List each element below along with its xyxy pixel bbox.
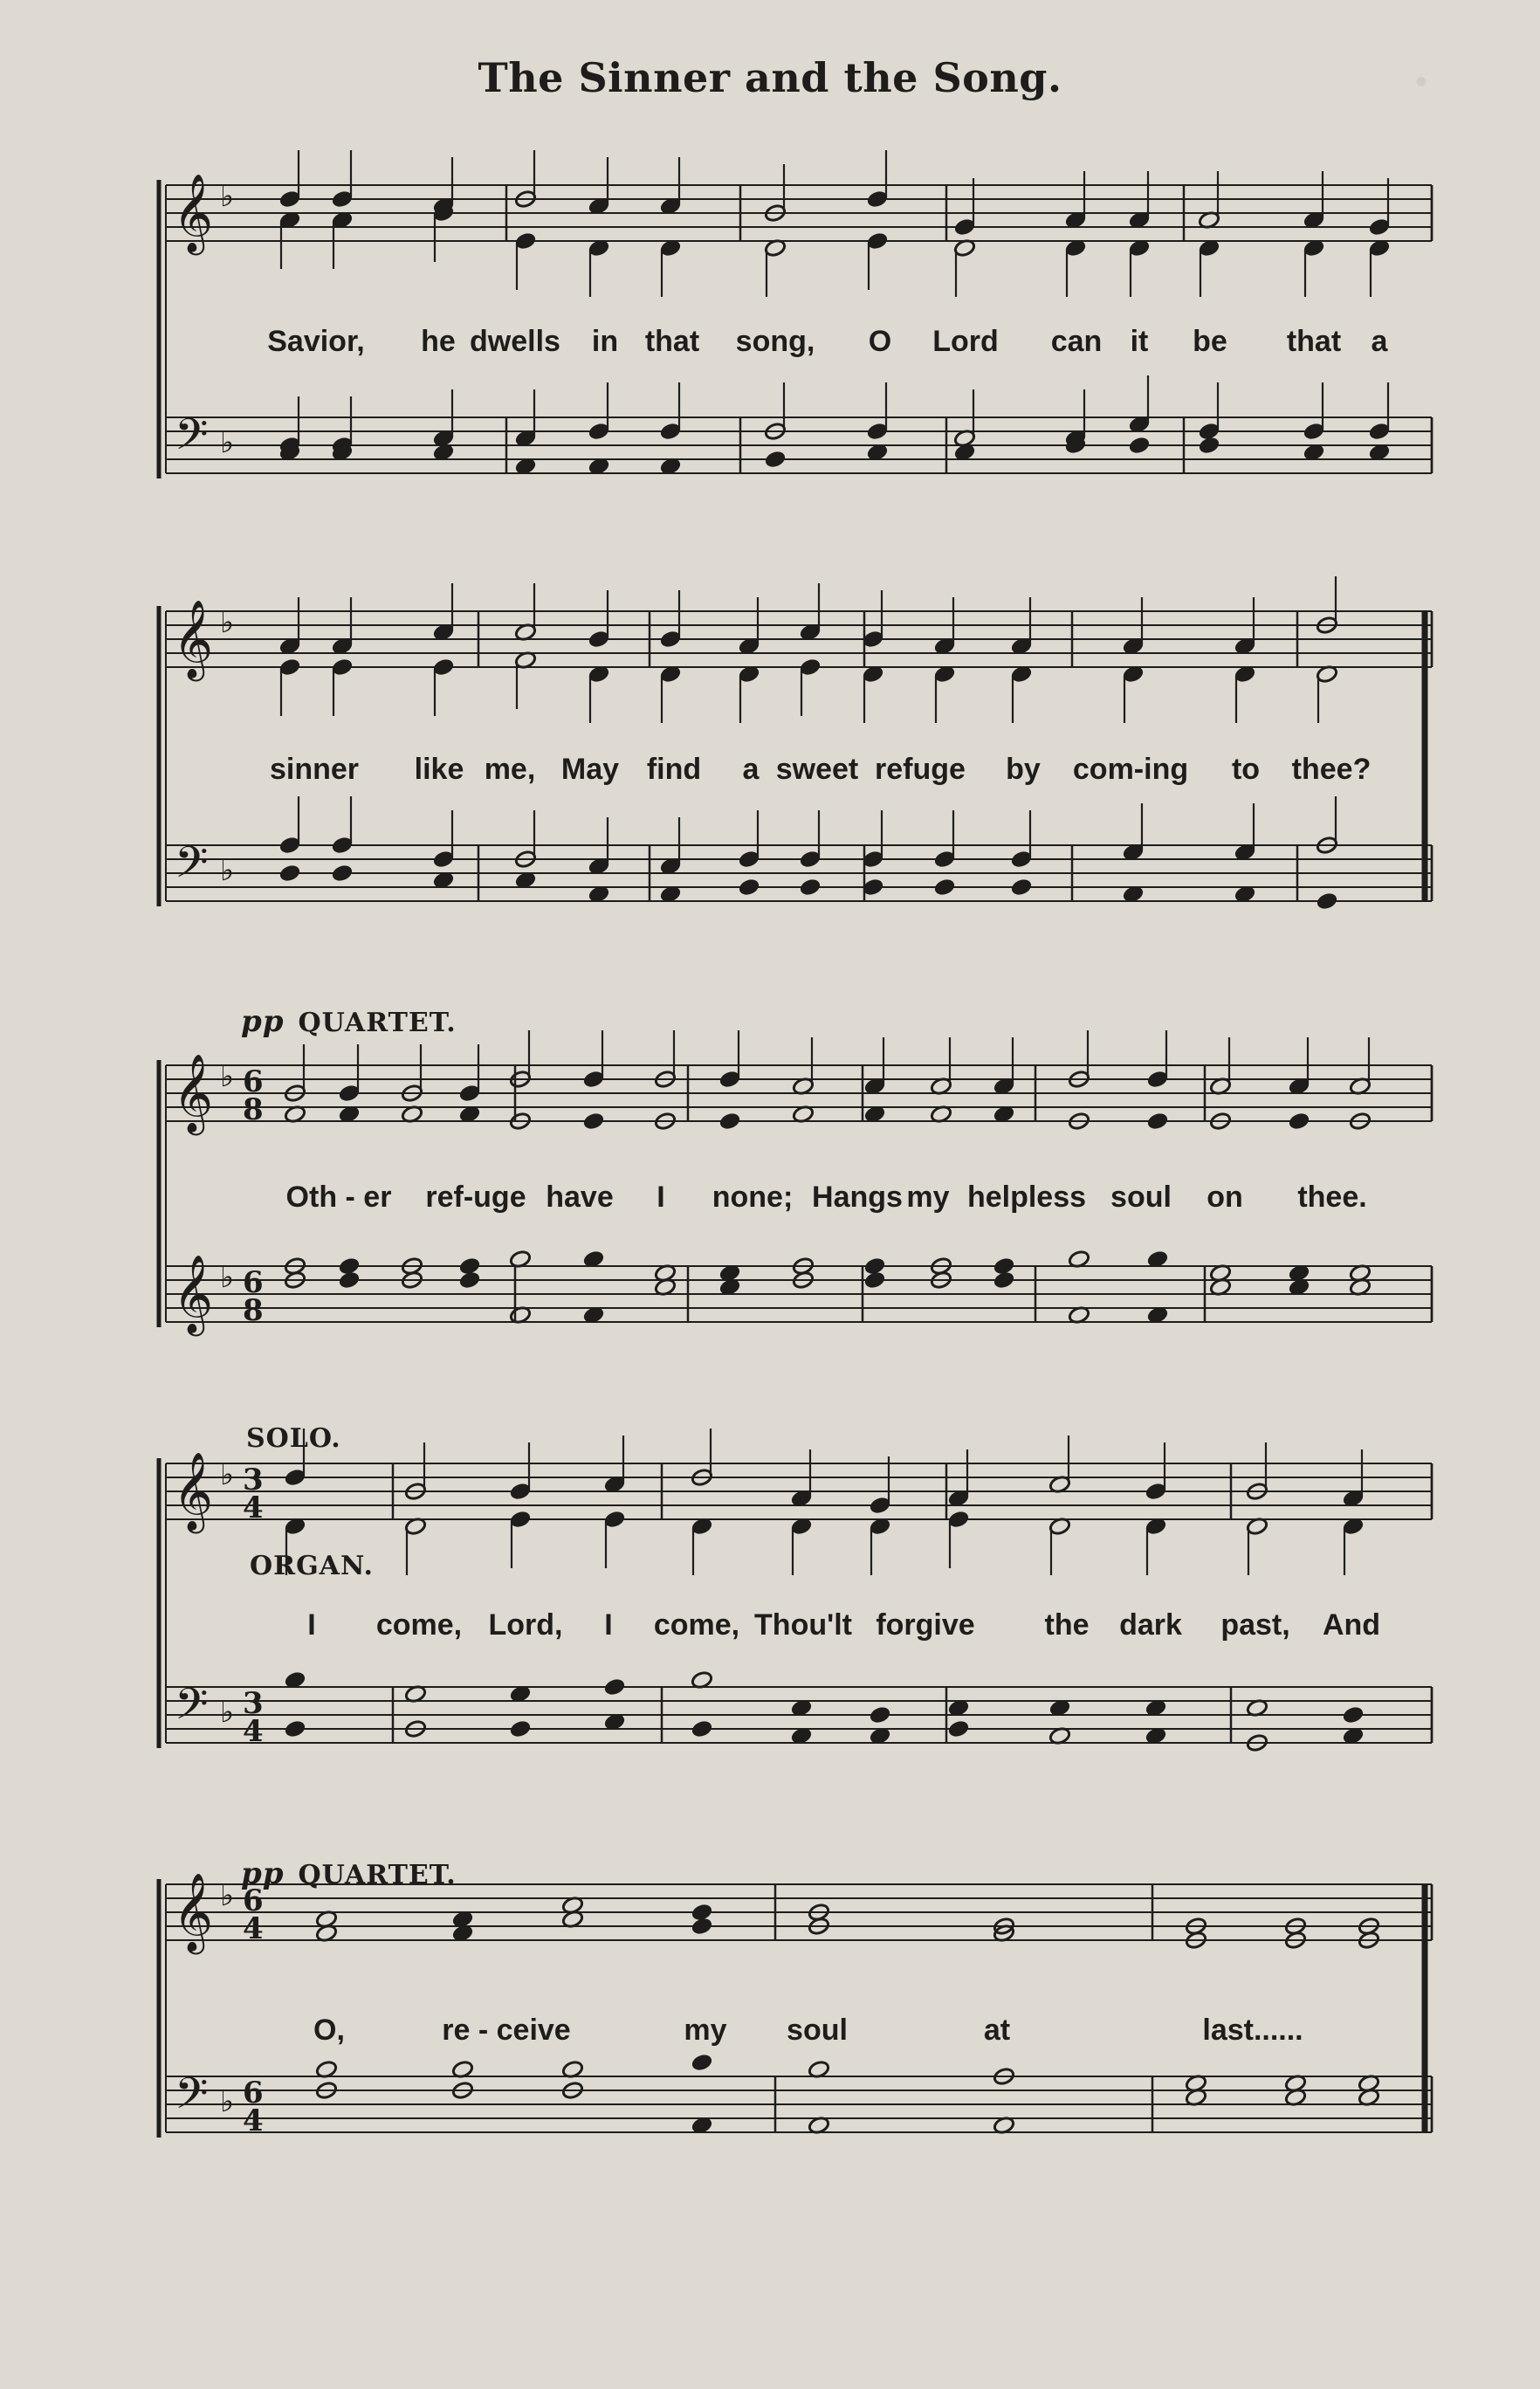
bass-clef: 𝄢 [175, 1679, 209, 1740]
time-signature: 6 [243, 2076, 264, 2110]
note-head [869, 1705, 891, 1725]
note-head [993, 1270, 1015, 1290]
lyric-word: that [644, 325, 700, 358]
time-signature: 3 [243, 1686, 264, 1721]
note-head [691, 1917, 713, 1936]
lyric-word: me, [484, 753, 536, 786]
lyric-word: May [560, 753, 620, 786]
lyric-word: on [1207, 1181, 1243, 1214]
note-head [1316, 892, 1338, 911]
lyric-word: my [684, 2014, 727, 2047]
lyric-word: he [421, 325, 456, 358]
dynamic-pp: pp [241, 1004, 285, 1039]
lyric-word: O [868, 325, 892, 358]
lyric-word: I [307, 1608, 316, 1642]
lyric-word: song, [735, 325, 815, 358]
note-head [718, 1112, 741, 1131]
lyric-word: none; [712, 1181, 794, 1214]
lyric-word: dwells [470, 325, 560, 358]
quartet-marking [241, 1856, 457, 1891]
lyric-word: by [1006, 753, 1041, 786]
time-signature: 6 [243, 1883, 264, 1918]
treble-clef: 𝄞 [173, 1054, 214, 1133]
key-flat: ♭ [220, 605, 235, 640]
lyric-word: Lord, [488, 1608, 563, 1642]
lyric-word: Savior, [267, 325, 365, 358]
key-flat: ♭ [220, 1059, 235, 1094]
lyric-word: to [1231, 753, 1261, 786]
solo-marking: SOLO. [246, 1423, 341, 1454]
note-head [1010, 878, 1033, 897]
section-label: QUARTET. [298, 1860, 457, 1890]
lyric-word: ref-uge [425, 1181, 526, 1214]
time-signature: 4 [243, 1491, 264, 1525]
key-flat: ♭ [220, 1457, 235, 1492]
treble-clef: 𝄞 [173, 1873, 214, 1952]
note-head [738, 878, 760, 897]
treble-clef: 𝄞 [173, 1452, 214, 1531]
quartet-marking [241, 1004, 457, 1039]
bass-clef: 𝄢 [175, 410, 209, 471]
key-flat: ♭ [220, 1878, 235, 1913]
key-flat: ♭ [220, 853, 235, 888]
hymn-title: The Sinner and the Song. [478, 54, 1062, 101]
key-flat: ♭ [220, 179, 235, 214]
note-head [582, 1112, 605, 1131]
bass-clef: 𝄢 [175, 837, 209, 898]
lyric-word: have [546, 1181, 614, 1214]
lyric-word: thee. [1297, 1181, 1367, 1214]
time-signature: 8 [243, 1092, 264, 1127]
time-signature: 3 [243, 1463, 264, 1497]
time-signature: 4 [243, 1714, 264, 1749]
lyric-word: a [1371, 325, 1388, 358]
lyric-word: refuge [875, 753, 966, 786]
lyric-word: it [1130, 325, 1149, 358]
lyric-word: the [1044, 1608, 1090, 1642]
note-head [331, 864, 354, 883]
lyric-word: O, [313, 2014, 345, 2047]
lyric-word: a [742, 753, 760, 786]
treble-clef: 𝄞 [173, 1255, 214, 1333]
lyric-word: at [983, 2014, 1011, 2047]
lyric-word: Hangs [812, 1181, 903, 1214]
dynamic-pp: pp [241, 1856, 285, 1891]
time-signature: 6 [243, 1064, 264, 1099]
lyric-word: And [1322, 1608, 1381, 1642]
note-head [603, 1677, 626, 1697]
lyric-word: Thou'lt [754, 1608, 852, 1642]
bass-clef: 𝄢 [175, 2069, 209, 2130]
lyric-word: come, [653, 1608, 740, 1642]
lyric-word: forgive [876, 1608, 975, 1642]
lyric-word: last...... [1202, 2014, 1303, 2047]
section-label: QUARTET. [298, 1008, 457, 1038]
note-head [691, 1719, 713, 1738]
key-flat: ♭ [220, 1695, 235, 1730]
note-head [799, 878, 822, 897]
treble-clef: 𝄞 [173, 174, 214, 252]
bleed-through-text: · [1412, 52, 1435, 112]
lyric-word: helpless [966, 1181, 1087, 1214]
time-signature: 4 [243, 2103, 264, 2138]
note-head [458, 1270, 481, 1290]
lyric-word: come, [375, 1608, 463, 1642]
note-head [1128, 436, 1151, 455]
note-head [1198, 436, 1220, 455]
note-head [947, 1719, 970, 1738]
lyric-word: in [591, 325, 619, 358]
note-head [1288, 1112, 1310, 1131]
lyric-word: be [1193, 325, 1227, 358]
lyric-word: I [657, 1181, 665, 1214]
lyric-word: sweet [775, 753, 859, 786]
treble-clef: 𝄞 [173, 600, 214, 678]
lyric-word: sinner [269, 753, 360, 786]
note-head [933, 878, 956, 897]
lyric-word: that [1286, 325, 1342, 358]
lyric-word: re - ceive [442, 2014, 571, 2047]
lyric-word: soul [787, 2014, 848, 2047]
note-head [278, 864, 301, 883]
time-signature: 8 [243, 1293, 264, 1328]
note-head [764, 450, 787, 469]
note-head [1342, 1705, 1365, 1725]
lyric-word: like [414, 753, 464, 786]
key-flat: ♭ [220, 1260, 235, 1295]
lyric-word: I [604, 1608, 613, 1642]
lyric-word: thee? [1291, 753, 1372, 786]
key-flat: ♭ [220, 2084, 235, 2119]
lyric-word: past, [1220, 1608, 1290, 1642]
organ-marking: ORGAN. [250, 1551, 374, 1581]
time-signature: 4 [243, 1911, 264, 1946]
lyric-word: find [646, 753, 702, 786]
note-head [284, 1719, 306, 1738]
key-flat: ♭ [220, 425, 235, 460]
note-head [509, 1719, 532, 1738]
note-head [338, 1270, 361, 1290]
time-signature: 6 [243, 1265, 264, 1300]
lyric-word: Oth - er [285, 1181, 392, 1214]
lyric-word: com-ing [1072, 753, 1189, 786]
note-head [691, 2053, 713, 2072]
lyric-word: can [1050, 325, 1103, 358]
note-head [1146, 1112, 1169, 1131]
lyric-word: dark [1119, 1608, 1182, 1642]
lyric-word: soul [1110, 1181, 1172, 1214]
lyric-word: Lord [932, 325, 999, 358]
lyric-word: my [906, 1181, 950, 1214]
note-head [863, 1270, 886, 1290]
